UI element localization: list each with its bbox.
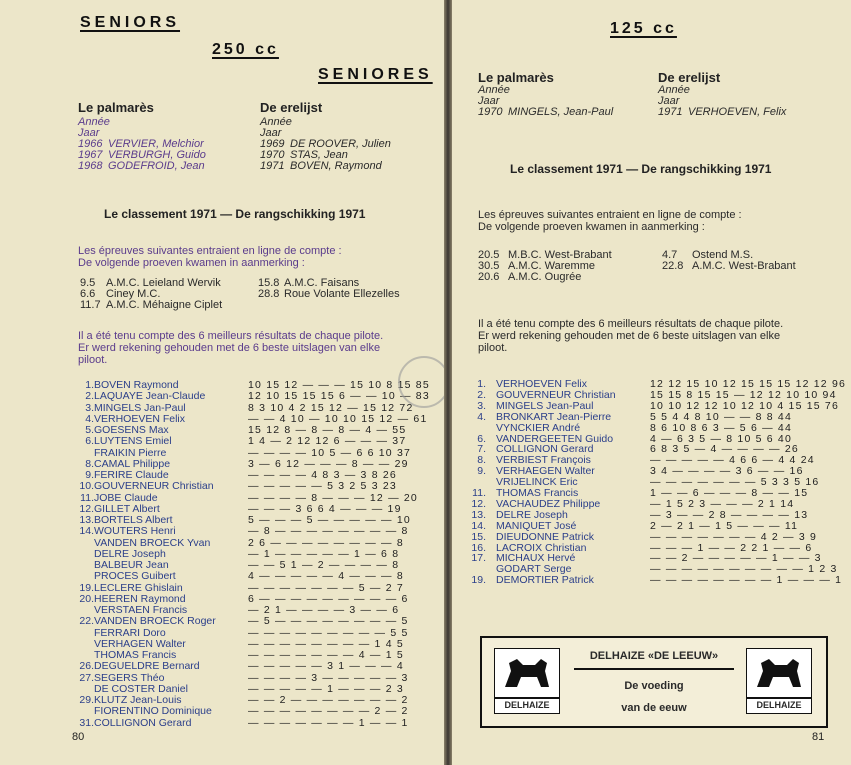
standing-name: VYNCKIER André: [496, 421, 581, 434]
cc-heading: 125 cc: [610, 20, 677, 37]
standing-position: 1.: [85, 379, 94, 391]
standing-position: 3.: [477, 399, 486, 412]
standing-name: LAQUAYE Jean-Claude: [94, 390, 206, 403]
standing-position: 19.: [471, 574, 486, 587]
standing-scores: — — 2 — — — — — 1 — — 3: [650, 552, 822, 565]
ad-title: DELHAIZE «DE LEEUW»: [589, 650, 719, 662]
cc-heading: 250 cc: [212, 41, 279, 58]
standing-scores: 12 12 15 10 12 15 15 15 12 12 96: [650, 378, 847, 390]
standing-position: 20.: [79, 592, 94, 605]
table-row: [70, 628, 430, 639]
event-code: 15.8: [258, 277, 280, 289]
standing-name: BOVEN Raymond: [94, 379, 179, 391]
standing-name: COLLIGNON Gerard: [94, 716, 192, 729]
classement-title: Le classement 1971 — De rangschikking 1971: [104, 207, 366, 221]
standing-position: 19.: [79, 581, 94, 594]
event-name: A.M.C. Waremme: [508, 260, 595, 272]
standing-scores: — — — — — 5 3 2 5 3 23: [248, 480, 397, 493]
standing-scores: — 5 — — — — — — — — 5: [248, 615, 409, 628]
standing-name: JOBE Claude: [94, 491, 158, 504]
standing-name: HEEREN Raymond: [94, 592, 186, 605]
note-nl2: piloot.: [78, 354, 108, 366]
standing-scores: — — — — 10 5 — 6 6 10 37: [248, 446, 412, 459]
palmares-annee: Année: [78, 116, 110, 128]
table-row: [70, 538, 430, 549]
standing-name: LUYTENS Emiel: [94, 435, 172, 448]
standing-position: 12.: [79, 502, 94, 515]
standing-scores: — — — 3 6 6 4 — — — 19: [248, 502, 402, 515]
standing-scores: — — — — — — — 5 — 2 7: [248, 581, 404, 594]
delhaize-logo-right: [746, 648, 812, 714]
standing-name: LACROIX Christian: [496, 541, 587, 554]
standing-name: VERHAEGEN Walter: [496, 465, 595, 478]
standing-scores: — — — — — — — 5 3 3 5 16: [650, 476, 820, 489]
standing-name: THOMAS Francis: [94, 649, 177, 661]
table-row: [70, 583, 430, 594]
standing-position: 22.: [79, 615, 94, 628]
palmares-year: 1966: [78, 138, 103, 150]
event-code: 6.6: [80, 288, 96, 300]
delhaize-brand-left: DELHAIZE: [495, 697, 559, 711]
standing-position: 4.: [477, 410, 486, 423]
standing-scores: — 3 — — 2 8 — — — — 13: [650, 508, 809, 521]
standing-name: VERHOEVEN Felix: [94, 412, 186, 425]
standing-scores: — — — — — — — — — — 1 2 3: [650, 563, 838, 576]
standing-name: GOESENS Max: [94, 424, 169, 436]
event-name: Ostend M.S.: [692, 249, 754, 261]
standing-scores: 2 6 — — — — — — — — 8: [248, 536, 404, 549]
standing-position: 13.: [471, 508, 486, 521]
standing-position: 9.: [477, 465, 486, 478]
standing-name: VERBIEST François: [496, 454, 591, 467]
event-code: 11.7: [80, 299, 101, 311]
palmares-year: 1970: [478, 106, 503, 118]
erelijst-name: VERHOEVEN, Felix: [688, 106, 787, 118]
standing-scores: 5 5 4 4 8 10 — — 8 8 44: [650, 410, 793, 423]
standing-position: 12.: [471, 497, 486, 510]
epreuves-fr: Les épreuves suivantes entraient en ligne de compte :: [478, 209, 742, 221]
standing-scores: — — — — — — — — 1 4 5: [248, 637, 404, 650]
palmares-name: GODEFROID, Jean: [108, 160, 205, 172]
right-page: [452, 0, 851, 765]
standing-position: 1.: [477, 378, 486, 390]
standing-scores: 5 — — — 5 — — — — — 10: [248, 514, 411, 526]
standing-position: 2.: [85, 390, 94, 403]
note-nl1: Er werd rekening gehouden met de 6 beste uitslagen van elke: [78, 342, 381, 354]
standing-name: MINGELS Jan-Paul: [94, 401, 186, 414]
seniors-heading: SENIORS: [80, 14, 181, 31]
event-name: A.M.C. Faisans: [284, 277, 360, 289]
lion-icon: [501, 653, 553, 693]
standing-scores: — — — — — — — — 2 — 2: [248, 705, 409, 718]
standing-name: DE COSTER Daniel: [94, 682, 188, 695]
event-code: 4.7: [662, 249, 678, 261]
table-row: [70, 706, 430, 717]
erelijst-annee: Année: [260, 116, 292, 128]
standing-position: 5.: [85, 424, 94, 436]
standing-name: BALBEUR Jean: [94, 559, 169, 571]
standing-name: LECLERE Ghislain: [94, 581, 183, 594]
standing-scores: — — 4 10 — 10 10 15 12 — 61: [248, 412, 428, 425]
standing-position: 6.: [477, 432, 486, 445]
lion-icon: [753, 653, 805, 693]
table-row: [70, 403, 430, 414]
standing-name: DIEUDONNE Patrick: [496, 530, 595, 543]
delhaize-logo-left: [494, 648, 560, 714]
palmares-name: VERBURGH, Guido: [108, 149, 206, 161]
standing-name: BORTELS Albert: [94, 514, 173, 526]
table-row: [70, 571, 430, 582]
erelijst-label: De erelijst: [260, 100, 323, 115]
table-row: [70, 481, 430, 492]
palmares-jaar: Jaar: [78, 127, 100, 139]
standing-name: FERRARI Doro: [94, 626, 166, 639]
standing-scores: — 1 5 2 3 — — — 2 1 14: [650, 497, 795, 510]
event-name: A.M.C. Méhaigne Ciplet: [106, 299, 223, 311]
standing-name: DEGUELDRE Bernard: [94, 660, 200, 673]
standing-scores: — — — — — 1 — — — 2 3: [248, 682, 404, 695]
standing-name: PROCES Guibert: [94, 570, 176, 583]
table-row: [70, 673, 430, 684]
palmares-label: Le palmarès: [478, 70, 554, 85]
standing-name: FIORENTINO Dominique: [94, 705, 212, 718]
standing-position: 31.: [79, 716, 94, 729]
standing-name: VERHAGEN Walter: [94, 637, 186, 650]
delhaize-brand-right: DELHAIZE: [747, 697, 811, 711]
event-code: 22.8: [662, 260, 684, 272]
note-fr: Il a été tenu compte des 6 meilleurs résultats de chaque pilote.: [478, 318, 784, 330]
ad-line1: De voeding: [624, 680, 684, 692]
standing-scores: — — — — 4 8 3 — 3 8 26: [248, 469, 397, 481]
standing-scores: — — — — — — — 1 — — 1: [248, 716, 409, 729]
standing-name: DELRE Joseph: [496, 508, 568, 521]
standing-position: 29.: [79, 694, 94, 706]
standing-position: 16.: [471, 541, 486, 554]
table-row: [70, 436, 430, 447]
standing-name: MANIQUET José: [496, 519, 577, 532]
note-nl1: Er werd rekening gehouden met de 6 beste uitslagen van elke: [478, 330, 781, 342]
table-row: [70, 661, 430, 672]
event-name: A.M.C. Leieland Wervik: [106, 277, 221, 289]
page-number: 80: [72, 731, 85, 743]
table-row: [70, 493, 430, 504]
palmares-label: Le palmarès: [78, 100, 154, 115]
standing-scores: — — — — — 3 1 — — — 4: [248, 660, 404, 673]
table-row: [462, 574, 843, 587]
standing-position: 10.: [79, 480, 94, 493]
standing-scores: — — — — — — — 4 — 1 5: [248, 649, 404, 661]
standing-name: THOMAS Francis: [496, 487, 579, 499]
standing-scores: — 2 1 — — — — 3 — — 6: [248, 604, 400, 616]
standing-scores: 12 10 15 15 15 6 — — 10 — 83: [248, 390, 430, 403]
standing-position: 6.: [85, 435, 94, 448]
standing-scores: 8 3 10 4 2 15 12 — 15 12 72: [248, 401, 414, 414]
standing-scores: — — — — — — — — 1 — — — 1: [650, 574, 843, 587]
erelijst-name: DE ROOVER, Julien: [290, 138, 391, 150]
standing-scores: — 1 — — — — — 1 — 6 8: [248, 547, 400, 560]
epreuves-nl: De volgende proeven kwamen in aanmerking :: [478, 221, 705, 233]
seniores-heading: SENIORES: [318, 66, 433, 83]
standing-name: MICHAUX Hervé: [496, 552, 576, 565]
standing-position: 17.: [471, 552, 486, 565]
standing-scores: 15 12 8 — 8 — 8 — 4 — 55: [248, 424, 407, 436]
standing-position: 9.: [85, 469, 94, 481]
page-number: 81: [812, 731, 825, 743]
standing-name: VANDEN BROECK Yvan: [94, 536, 211, 549]
standing-scores: — — — — 3 — — — — — 3: [248, 671, 409, 684]
standing-name: BRONKART Jean-Pierre: [496, 410, 612, 423]
standing-scores: 10 10 12 12 10 12 10 4 15 15 76: [650, 399, 840, 412]
erelijst-label: De erelijst: [658, 70, 721, 85]
classement-title: Le classement 1971 — De rangschikking 1971: [510, 162, 772, 176]
event-code: 20.5: [478, 249, 500, 261]
event-code: 30.5: [478, 260, 500, 272]
palmares-name: VERVIER, Melchior: [108, 138, 204, 150]
note-fr: Il a été tenu compte des 6 meilleurs résultats de chaque pilote.: [78, 330, 384, 342]
standing-name: DEMORTIER Patrick: [496, 574, 594, 587]
event-code: 28.8: [258, 288, 280, 300]
book-gutter: [444, 0, 452, 765]
standing-position: 8.: [85, 457, 94, 470]
erelijst-year: 1971: [260, 160, 285, 172]
erelijst-annee: Année: [658, 84, 690, 96]
event-name: M.B.C. West-Brabant: [508, 249, 612, 261]
standing-scores: 6 — — — — — — — — — 6: [248, 592, 409, 605]
standing-name: FERIRE Claude: [94, 469, 169, 481]
palmares-jaar: Jaar: [478, 95, 500, 107]
ad-divider: [574, 668, 734, 670]
standing-scores: 15 15 8 15 15 — 12 12 10 10 94: [650, 388, 837, 401]
erelijst-year: 1969: [260, 138, 285, 150]
standing-name: GILLET Albert: [94, 502, 160, 515]
note-nl2: piloot.: [478, 342, 508, 354]
table-row: [462, 423, 822, 434]
epreuves-fr: Les épreuves suivantes entraient en ligne de compte :: [78, 245, 342, 257]
table-row: [70, 448, 430, 459]
standing-name: MINGELS Jean-Paul: [496, 399, 594, 412]
standing-position: 8.: [477, 454, 486, 467]
standing-name: GOUVERNEUR Christian: [496, 388, 616, 401]
standing-position: 4.: [85, 412, 94, 425]
standing-name: COLLIGNON Gerard: [496, 443, 594, 456]
standing-scores: — — 2 — — — — — — — 2: [248, 694, 409, 706]
standing-position: 2.: [477, 388, 486, 401]
standing-position: 13.: [79, 514, 94, 526]
standing-name: KLUTZ Jean-Louis: [94, 694, 182, 706]
standing-scores: 1 4 — 2 12 12 6 — — — 37: [248, 435, 407, 448]
erelijst-name: BOVEN, Raymond: [290, 160, 382, 172]
standing-name: VRIJELINCK Eric: [496, 476, 578, 489]
standing-name: GODART Serge: [496, 563, 572, 576]
standing-name: WOUTERS Henri: [94, 525, 176, 538]
table-row: [70, 718, 430, 729]
delhaize-advertisement: [480, 636, 828, 728]
standing-name: CAMAL Philippe: [94, 457, 171, 470]
palmares-year: 1967: [78, 149, 103, 161]
standing-scores: 8 6 10 8 6 3 — 5 6 — 44: [650, 421, 793, 434]
standing-position: 11.: [80, 491, 94, 504]
standing-scores: 1 — — 6 — — — 8 — — 15: [650, 487, 809, 499]
standing-name: SEGERS Théo: [94, 671, 165, 684]
standing-scores: — — — — 8 — — — 12 — 20: [248, 491, 418, 504]
standing-name: VANDERGEETEN Guido: [496, 432, 614, 445]
erelijst-year: 1971: [658, 106, 683, 118]
standing-scores: — — — 1 — — 2 2 1 — — 6: [650, 541, 813, 554]
epreuves-nl: De volgende proeven kwamen in aanmerking :: [78, 257, 305, 269]
standing-name: GOUVERNEUR Christian: [94, 480, 214, 493]
standing-scores: — — — — — — — — — 5 5: [248, 626, 409, 639]
standing-position: 7.: [477, 443, 486, 456]
table-row: [462, 532, 822, 543]
erelijst-year: 1970: [260, 149, 285, 161]
standing-position: 26.: [79, 660, 94, 673]
standing-scores: 6 8 3 5 — 4 — — — — 26: [650, 443, 799, 456]
standing-scores: 3 — 6 12 — — — 8 — — 29: [248, 457, 409, 470]
standing-position: 11.: [472, 487, 486, 499]
event-name: A.M.C. West-Brabant: [692, 260, 796, 272]
standing-scores: — — — — — — — 4 2 — 3 9: [650, 530, 818, 543]
event-code: 9.5: [80, 277, 96, 289]
standing-scores: 10 15 12 — — — 15 10 8 15 85: [248, 379, 430, 391]
erelijst-name: STAS, Jean: [290, 149, 348, 161]
standing-position: 27.: [79, 671, 94, 684]
standing-name: VERSTAEN Francis: [94, 604, 188, 616]
standing-name: FRAIKIN Pierre: [94, 446, 167, 459]
standing-scores: 4 — 6 3 5 — 8 10 5 6 40: [650, 432, 793, 445]
standing-name: VERHOEVEN Felix: [496, 378, 588, 390]
standing-name: VACHAUDEZ Philippe: [496, 497, 601, 510]
erelijst-jaar: Jaar: [260, 127, 282, 139]
event-name: Ciney M.C.: [106, 288, 161, 300]
palmares-year: 1968: [78, 160, 103, 172]
standing-scores: 3 4 — — — — 3 6 — — 16: [650, 465, 804, 478]
standing-position: 14.: [79, 525, 94, 538]
table-row: [70, 526, 430, 537]
table-row: [70, 391, 430, 402]
event-code: 20.6: [478, 271, 500, 283]
standing-name: VANDEN BROECK Roger: [94, 615, 216, 628]
standing-scores: — 8 — — — — — — — — 8: [248, 525, 409, 538]
watermark-icon: [398, 356, 444, 408]
palmares-annee: Année: [478, 84, 510, 96]
standing-name: DELRE Joseph: [94, 547, 166, 560]
standing-scores: 2 — 2 1 — 1 5 — — — 11: [650, 519, 799, 532]
palmares-name: MINGELS, Jean-Paul: [508, 106, 614, 118]
table-row: [70, 616, 430, 627]
standing-scores: — — 5 1 — 2 — — — — 8: [248, 559, 400, 571]
standing-position: 3.: [85, 401, 94, 414]
standing-position: 14.: [471, 519, 486, 532]
ad-line2: van de eeuw: [621, 702, 687, 714]
event-name: Roue Volante Ellezelles: [284, 288, 400, 300]
event-name: A.M.C. Ougrée: [508, 271, 582, 283]
standing-position: 15.: [471, 530, 486, 543]
erelijst-jaar: Jaar: [658, 95, 680, 107]
standing-scores: 4 — — — — — 4 — — — 8: [248, 570, 404, 583]
standing-scores: — — — — — 4 6 6 — 4 4 24: [650, 454, 815, 467]
